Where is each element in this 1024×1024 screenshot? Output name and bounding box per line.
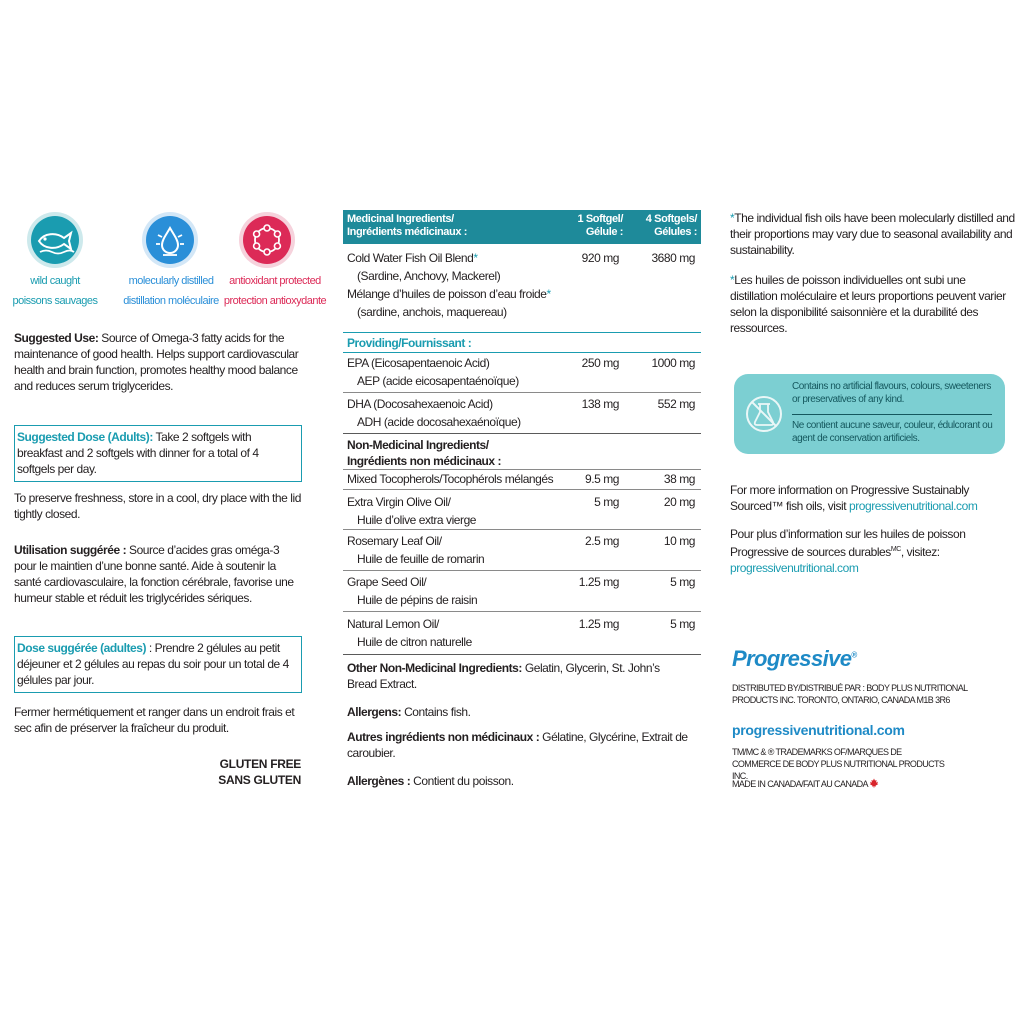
table-row xyxy=(343,250,701,330)
header-four-softgels xyxy=(627,213,697,239)
feature-icons xyxy=(12,206,327,312)
dha-fr: ADH (acide docosahexaénoïque) xyxy=(357,415,521,429)
allergens-fr-text: Contient du poisson. xyxy=(410,774,514,788)
droplet-icon xyxy=(141,211,199,269)
more-info-fr-tail: , visitez: xyxy=(900,545,940,559)
progressive-logo xyxy=(732,646,857,672)
made-in-text: MADE IN CANADA/FAIT AU CANADA xyxy=(732,779,868,789)
ingredient-per-four: 5 mg xyxy=(670,575,695,589)
allergens-text: Contains fish. xyxy=(401,705,471,719)
epa-en: EPA (Eicosapentaenoic Acid) xyxy=(347,356,490,370)
no-artificial-fr: Ne contient aucune saveur, couleur, édulcorant ou agent de conservation artificiels. xyxy=(792,420,993,444)
blend-per-four: 3680 mg xyxy=(651,251,695,265)
suggested-dose-fr-text: : Prendre 2 gélules au petit déjeuner et 2 gélules au repas du soir pour un total de 4 gélules par jour. xyxy=(17,641,289,687)
other-ingredients-fr-text: Gélatine, Glycérine, Extrait de caroubier. xyxy=(347,730,688,760)
divider xyxy=(343,489,701,490)
caption-fr: poissons sauvages xyxy=(12,295,98,307)
ingredient-per-softgel: 2.5 mg xyxy=(585,534,619,548)
brand-name: Progressive xyxy=(732,646,852,671)
no-artificial-badge xyxy=(734,374,1005,454)
allergens-fr xyxy=(343,773,701,789)
website-url[interactable]: progressivenutritional.com xyxy=(732,722,905,738)
table-row xyxy=(343,355,701,391)
ingredient-fr: Huile de pépins de raisin xyxy=(357,593,478,607)
distributed-by: DISTRIBUTED BY/DISTRIBUÉ PAR : BODY PLUS NUTRITIONAL PRODUCTS INC. TORONTO, ONTARIO, CANADA M1B 3R6 xyxy=(732,683,968,705)
suggested-use-label: Suggested Use: xyxy=(14,331,99,345)
gluten-free-en: GLUTEN FREE xyxy=(219,757,301,771)
allergens-en xyxy=(343,704,701,720)
table-row xyxy=(343,574,701,610)
other-ingredients-label: Other Non-Medicinal Ingredients: xyxy=(347,661,522,675)
dha-per-softgel: 138 mg xyxy=(581,397,619,411)
ingredient-per-softgel: 1.25 mg xyxy=(578,617,619,631)
maple-leaf-icon xyxy=(869,778,879,788)
suggested-use-fr-text: Source d’acides gras oméga-3 pour le maintien d’une bonne santé. Aide à soutenir la santé cardiovasculaire, la fonction cérébrale, favorise une humeur stable et réduit les triglycérides sériques. xyxy=(14,543,294,605)
trademark-notice: TM/MC & ® TRADEMARKS OF/MARQUES DE COMMERCE DE BODY PLUS NUTRITIONAL PRODUCTS INC. xyxy=(732,747,945,781)
more-info-en-text: For more information on Progressive Sustainably Sourced™ fish oils, visit xyxy=(730,483,969,513)
ingredient-per-four: 10 mg xyxy=(663,534,695,548)
non-medicinal-title xyxy=(347,437,577,469)
ingredient-per-four: 38 mg xyxy=(663,472,695,486)
allergens-fr-label: Allergènes : xyxy=(347,774,411,788)
distilled-caption xyxy=(116,274,226,308)
allergens-label: Allergens: xyxy=(347,705,402,719)
caption-en: wild caught xyxy=(30,275,80,287)
caption-en: molecularly distilled xyxy=(128,275,214,287)
more-info-fr-text: Pour plus d’information sur les huiles de poisson Progressive de sources durables xyxy=(730,527,966,559)
ingredient-en: Rosemary Leaf Oil/ xyxy=(347,534,442,548)
note-star: * xyxy=(730,273,735,287)
gluten-free-fr: SANS GLUTEN xyxy=(218,773,301,787)
epa-per-four: 1000 mg xyxy=(651,356,695,370)
divider xyxy=(343,469,701,470)
divider xyxy=(343,611,701,612)
header-one-softgel-fr: Gélule : xyxy=(585,226,623,238)
epa-fr: AEP (acide eicosapentaénoïque) xyxy=(357,374,519,388)
header-four-softgels-fr: Gélules : xyxy=(654,226,697,238)
ingredient-per-softgel: 5 mg xyxy=(594,495,619,509)
website-link-en[interactable]: progressivenutritional.com xyxy=(849,499,978,513)
molecule-ring-icon xyxy=(238,211,296,269)
note-fr-text: Les huiles de poisson individuelles ont subi une distillation moléculaire et leurs proportions peuvent varier selon la disponibilité saisonnière et la durabilité des ressources. xyxy=(730,273,1006,335)
gluten-free-badge xyxy=(218,756,301,788)
suggested-use xyxy=(14,330,304,394)
molecular-note-fr xyxy=(730,272,1015,336)
header-four-softgels-en: 4 Softgels/ xyxy=(645,213,697,225)
divider xyxy=(343,392,701,393)
non-medicinal-fr: Ingrédients non médicinaux : xyxy=(347,454,502,468)
ingredient-per-four: 20 mg xyxy=(663,495,695,509)
antioxidant-caption xyxy=(220,274,330,308)
suggested-dose-box xyxy=(14,425,302,482)
more-info-fr xyxy=(730,526,1015,576)
divider xyxy=(343,332,701,333)
table-row xyxy=(343,471,701,491)
divider xyxy=(343,352,701,353)
divider xyxy=(343,433,701,434)
non-medicinal-en: Non-Medicinal Ingredients/ xyxy=(347,438,489,452)
dha-en: DHA (Docosahexaenoic Acid) xyxy=(347,397,493,411)
blend-sources-fr: (sardine, anchois, maquereau) xyxy=(357,305,507,319)
suggested-use-text: Source of Omega-3 fatty acids for the maintenance of good health. Helps support cardiovascular health and brain function, promotes healthy mood balance and reduces serum triglycerides. xyxy=(14,331,299,393)
more-info-en xyxy=(730,482,1015,514)
blend-en: Cold Water Fish Oil Blend xyxy=(347,251,474,265)
note-star: * xyxy=(730,211,735,225)
blend-per-softgel: 920 mg xyxy=(581,251,619,265)
made-in-canada xyxy=(732,778,972,790)
caption-fr: protection antioxydante xyxy=(223,295,327,307)
suggested-dose-label: Suggested Dose (Adults): xyxy=(17,430,153,444)
brand-mark: ® xyxy=(851,650,857,660)
blend-star: * xyxy=(473,251,478,265)
header-one-softgel-en: 1 Softgel/ xyxy=(577,213,623,225)
other-ingredients-fr xyxy=(343,729,701,761)
website-link-fr[interactable]: progressivenutritional.com xyxy=(730,561,859,575)
molecular-note-en xyxy=(730,210,1015,258)
fish-icon xyxy=(26,211,84,269)
other-ingredients-text: Gelatin, Glycerin, St. John’s Bread Extract. xyxy=(347,661,660,691)
ingredient-en: Natural Lemon Oil/ xyxy=(347,617,439,631)
fish-caption xyxy=(0,274,110,308)
suggested-use-fr xyxy=(14,542,304,606)
divider xyxy=(343,654,701,655)
storage-fr: Fermer hermétiquement et ranger dans un endroit frais et sec afin de préserver la fraîcheur du produit. xyxy=(14,705,295,735)
ingredient-fr: Huile d’olive extra vierge xyxy=(357,513,477,527)
suggested-dose-fr-box xyxy=(14,636,302,693)
table-row xyxy=(343,494,701,530)
dha-per-four: 552 mg xyxy=(657,397,695,411)
providing-heading: Providing/Fournissant : xyxy=(347,336,472,350)
ingredient-fr: Huile de citron naturelle xyxy=(357,635,472,649)
suggested-use-fr-label: Utilisation suggérée : xyxy=(14,543,127,557)
divider xyxy=(343,570,701,571)
blend-sources-en: (Sardine, Anchovy, Mackerel) xyxy=(357,269,501,283)
non-medicinal-heading xyxy=(343,437,701,471)
ingredient-per-four: 5 mg xyxy=(670,617,695,631)
ingredient-name: Mixed Tocopherols/Tocophérols mélangés xyxy=(347,472,554,486)
header-ingredients xyxy=(347,213,547,239)
table-row xyxy=(343,616,701,652)
mc-mark: MC xyxy=(890,546,901,553)
blend-fr: Mélange d’huiles de poisson d’eau froide xyxy=(347,287,547,301)
header-ingredients-en: Medicinal Ingredients/ xyxy=(347,213,454,225)
caption-fr: distillation moléculaire xyxy=(123,295,219,307)
ingredient-en: Extra Virgin Olive Oil/ xyxy=(347,495,451,509)
divider xyxy=(792,414,992,415)
no-additives-icon xyxy=(744,394,784,434)
table-header xyxy=(343,210,701,244)
header-ingredients-fr: Ingrédients médicinaux : xyxy=(347,226,467,238)
ingredient-per-softgel: 9.5 mg xyxy=(585,472,619,486)
no-artificial-en: Contains no artificial flavours, colours, sweeteners or preservatives of any kind. xyxy=(792,381,991,405)
ingredient-en: Grape Seed Oil/ xyxy=(347,575,427,589)
table-row xyxy=(343,533,701,569)
header-one-softgel xyxy=(543,213,623,239)
storage-en: To preserve freshness, store in a cool, dry place with the lid tightly closed. xyxy=(14,491,301,521)
blend-fr-star: * xyxy=(546,287,551,301)
table-row xyxy=(343,396,701,432)
suggested-dose-text: Take 2 softgels with breakfast and 2 softgels with dinner for a total of 4 softgels per day. xyxy=(17,430,259,476)
epa-per-softgel: 250 mg xyxy=(581,356,619,370)
note-en-text: The individual fish oils have been molecularly distilled and their proportions may vary due to seasonal availability and sustainability. xyxy=(730,211,1015,257)
other-ingredients-en xyxy=(343,660,673,692)
divider xyxy=(343,529,701,530)
ingredient-per-softgel: 1.25 mg xyxy=(578,575,619,589)
suggested-dose-fr-label: Dose suggérée (adultes) xyxy=(17,641,147,655)
ingredient-fr: Huile de feuille de romarin xyxy=(357,552,485,566)
caption-en: antioxidant protected xyxy=(229,275,321,287)
other-ingredients-fr-label: Autres ingrédients non médicinaux : xyxy=(347,730,540,744)
